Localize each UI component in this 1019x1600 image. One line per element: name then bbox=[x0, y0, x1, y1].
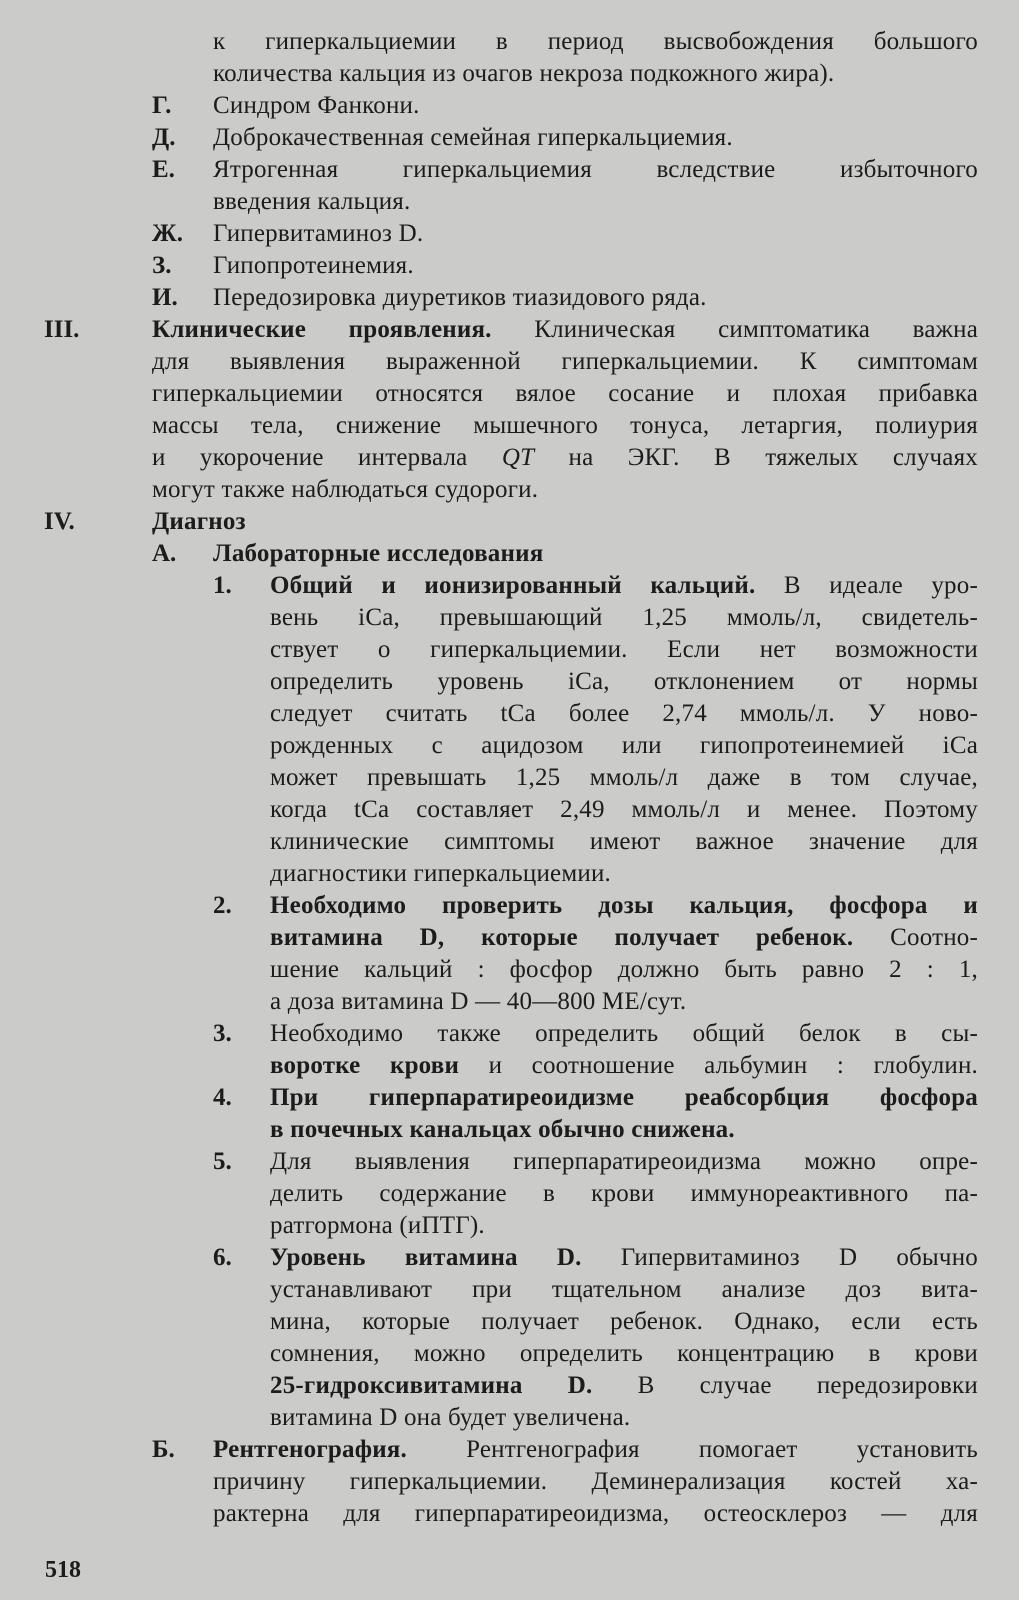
list-item: Ятрогенная гиперкальциемия вследствие избыточного bbox=[213, 156, 978, 183]
list-marker: З. bbox=[152, 252, 172, 279]
body-text-line: рактерна для гиперпаратиреоидизма, остеосклероз — для bbox=[213, 1500, 978, 1527]
body-text-line bbox=[270, 922, 978, 954]
body-text-line: могут также наблюдаться судороги. bbox=[152, 476, 539, 503]
body-text: Клиническая симптоматика важна bbox=[534, 316, 979, 343]
body-text-line bbox=[152, 314, 978, 346]
body-text-line: витамина D она будет увеличена. bbox=[270, 1404, 631, 1431]
body-text-line: когда tCa составляет 2,49 ммоль/л и менее. Поэтому bbox=[270, 796, 978, 823]
body-text-line: мина, которые получает ребенок. Однако, если есть bbox=[270, 1308, 978, 1335]
list-marker: И. bbox=[152, 284, 178, 311]
body-text-line bbox=[270, 1242, 978, 1274]
list-item: Передозировка диуретиков тиазидового ряда. bbox=[213, 284, 707, 311]
item-number: 2. bbox=[213, 892, 232, 919]
subsection-marker: Б. bbox=[152, 1436, 175, 1463]
body-text-line bbox=[152, 442, 978, 474]
item-heading: Общий и ионизированный кальций. bbox=[270, 572, 756, 599]
body-text-line: шение кальций : фосфор должно быть равно 2 : 1, bbox=[270, 956, 978, 983]
body-text-line: в почечных канальцах обычно снижена. bbox=[270, 1116, 735, 1143]
list-marker: Г. bbox=[152, 92, 172, 119]
body-text: и соотношение альбумин : глобулин. bbox=[459, 1052, 978, 1079]
list-item: Гипопротеинемия. bbox=[213, 252, 414, 279]
item-heading: Необходимо проверить дозы кальция, фосфора и bbox=[270, 892, 978, 919]
section-numeral: IV. bbox=[44, 508, 75, 535]
list-marker: Д. bbox=[152, 124, 176, 151]
page-number: 518 bbox=[45, 1557, 81, 1583]
qt-term: QT bbox=[501, 444, 535, 471]
body-text: на ЭКГ. В тяжелых случаях bbox=[534, 444, 978, 471]
body-text-line: может превышать 1,25 ммоль/л даже в том случае, bbox=[270, 764, 978, 791]
item-heading: витамина D, которые получает ребенок. bbox=[270, 924, 854, 951]
body-text: В идеале уро- bbox=[755, 572, 978, 599]
body-text-line bbox=[270, 1370, 978, 1402]
body-text-line: делить содержание в крови иммунореактивного па- bbox=[270, 1180, 978, 1207]
body-text-line: сомнения, можно определить концентрацию в крови bbox=[270, 1340, 978, 1367]
body-text-line: определить уровень iCa, отклонением от нормы bbox=[270, 668, 978, 695]
list-item: введения кальция. bbox=[213, 188, 411, 215]
body-text-line: При гиперпаратиреоидизме реабсорбция фосфора bbox=[270, 1084, 978, 1111]
body-text: В случае передозировки bbox=[592, 1372, 978, 1399]
body-text-line: ратгормона (иПТГ). bbox=[270, 1212, 485, 1239]
body-text-line: клинические симптомы имеют важное значение для bbox=[270, 828, 978, 855]
body-text: Рентгенография помогает установить bbox=[406, 1436, 978, 1463]
list-marker: Ж. bbox=[152, 220, 183, 247]
body-text-line: гиперкальциемии относятся вялое сосание и плохая прибавка bbox=[152, 380, 978, 407]
item-number: 3. bbox=[213, 1020, 232, 1047]
body-text-line: массы тела, снижение мышечного тонуса, летаргия, полиурия bbox=[152, 412, 978, 439]
body-text-line: рожденных с ацидозом или гипопротеинемией iCa bbox=[270, 732, 978, 759]
body-text-line: к гиперкальциемии в период высвобождения большого bbox=[213, 28, 978, 55]
item-number: 4. bbox=[213, 1084, 232, 1111]
body-text-line bbox=[270, 570, 978, 602]
list-item: Доброкачественная семейная гиперкальциемия. bbox=[213, 124, 733, 151]
section-heading: Диагноз bbox=[152, 508, 246, 535]
emphasis: воротке крови bbox=[270, 1052, 460, 1079]
item-number: 1. bbox=[213, 572, 232, 599]
body-text-line: ствует о гиперкальциемии. Если нет возможности bbox=[270, 636, 978, 663]
subsection-marker: А. bbox=[152, 540, 177, 567]
body-text-line bbox=[213, 1434, 978, 1466]
item-heading: Уровень витамина D. bbox=[270, 1244, 582, 1271]
body-text-line: причину гиперкальциемии. Деминерализация костей ха- bbox=[213, 1468, 978, 1495]
body-text-line: а доза витамина D — 40—800 МЕ/сут. bbox=[270, 988, 687, 1015]
section-heading: Клинические проявления. bbox=[152, 316, 492, 343]
body-text-line: количества кальция из очагов некроза подкожного жира). bbox=[213, 60, 835, 87]
list-item: Синдром Фанкони. bbox=[213, 92, 420, 119]
subsection-heading: Лабораторные исследования bbox=[213, 540, 544, 567]
list-item: Гипервитаминоз D. bbox=[213, 220, 424, 247]
body-text: и укорочение интервала bbox=[152, 444, 502, 471]
body-text-line: следует считать tCa более 2,74 ммоль/л. У ново- bbox=[270, 700, 978, 727]
body-text-line: устанавливают при тщательном анализе доз вита- bbox=[270, 1276, 978, 1303]
section-numeral: III. bbox=[44, 316, 80, 343]
body-text-line: Необходимо также определить общий белок в сы- bbox=[270, 1020, 978, 1047]
body-text: Соотно- bbox=[853, 924, 979, 951]
body-text-line: диагностики гиперкальциемии. bbox=[270, 860, 611, 887]
list-marker: Е. bbox=[152, 156, 175, 183]
item-number: 6. bbox=[213, 1244, 232, 1271]
item-number: 5. bbox=[213, 1148, 232, 1175]
body-text-line: вень iCa, превышающий 1,25 ммоль/л, свидетель- bbox=[270, 604, 978, 631]
subsection-heading: Рентгенография. bbox=[213, 1436, 407, 1463]
body-text-line: Для выявления гиперпаратиреоидизма можно опре- bbox=[270, 1148, 978, 1175]
body-text-line: для выявления выраженной гиперкальциемии. К симптомам bbox=[152, 348, 978, 375]
body-text-line bbox=[270, 1050, 978, 1082]
body-text: Гипервитаминоз D обычно bbox=[581, 1244, 978, 1271]
emphasis: 25-гидроксивитамина D. bbox=[270, 1372, 593, 1399]
